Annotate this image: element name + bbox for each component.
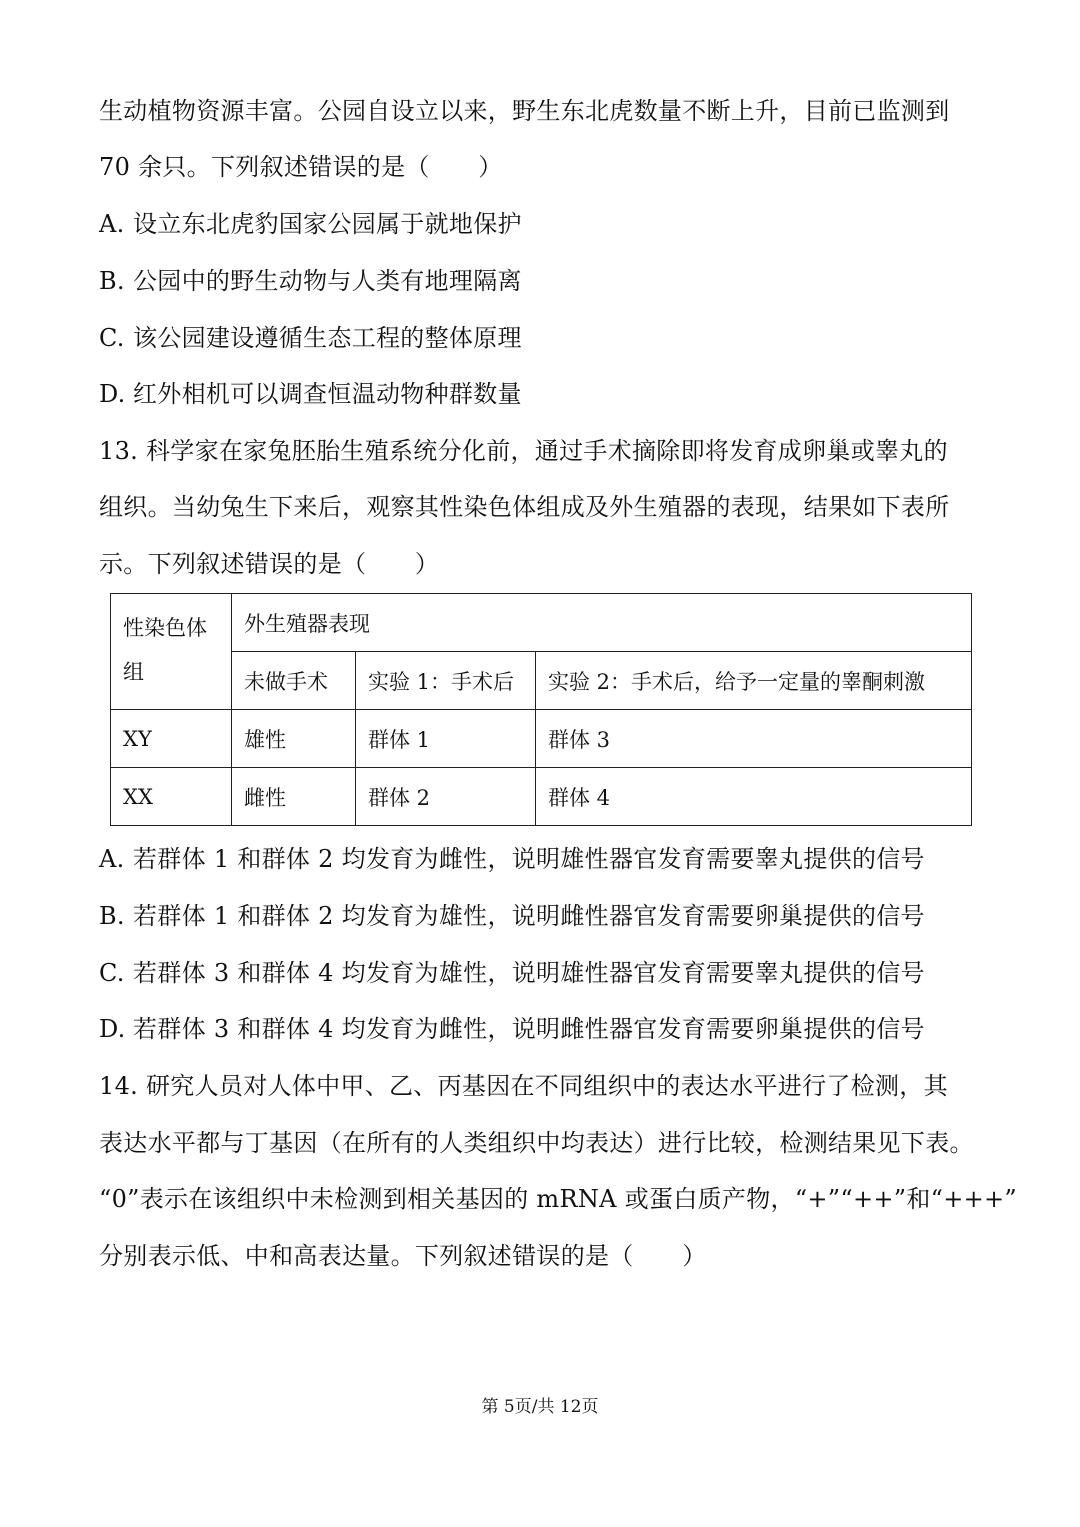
column-header: 实验 2：手术后，给予一定量的睾酮刺激 [536,652,972,710]
q12-line-1: 生动植物资源丰富。公园自设立以来，野生东北虎数量不断上升，目前已监测到 [99,97,950,125]
option-label: D. [99,1015,126,1043]
q13-option-d [99,1013,925,1045]
option-label: A. [99,210,125,238]
q13-line-1: 13. 科学家在家兔胚胎生殖系统分化前，通过手术摘除即将发育成卵巢或睾丸的 [99,437,948,465]
q13-option-a [99,843,925,875]
table-cell: 雄性 [232,710,356,768]
q13-line-3: 示。下列叙述错误的是（ ） [99,550,440,578]
q12-option-a [99,208,522,240]
column-header: 未做手术 [232,652,356,710]
q14-line-4: 分别表示低、中和高表达量。下列叙述错误的是（ ） [99,1242,707,1270]
table-header-row [111,594,972,652]
table-cell: XX [111,768,232,826]
table-row [111,710,972,768]
q13-table [110,593,972,826]
q14-line-3: “0”表示在该组织中未检测到相关基因的 mRNA 或蛋白质产物，“+”“++”和“+++” [99,1185,1017,1213]
page-number-footer: 第 5页/共 12页 [481,1397,599,1417]
option-label: C. [99,324,125,352]
q13-line-2: 组织。当幼兔生下来后，观察其性染色体组成及外生殖器的表现，结果如下表所 [99,493,950,521]
column-header: 实验 1：手术后 [356,652,536,710]
q12-option-d [99,378,522,410]
option-text: 若群体 3 和群体 4 均发育为雌性，说明雌性器官发育需要卵巢提供的信号 [133,1015,925,1043]
table-cell: 群体 2 [356,768,536,826]
q13-option-c [99,957,925,989]
option-text: 若群体 1 和群体 2 均发育为雄性，说明雌性器官发育需要卵巢提供的信号 [133,902,925,930]
option-text: 设立东北虎豹国家公园属于就地保护 [133,210,522,238]
table-cell: 群体 3 [536,710,972,768]
table-cell: 雌性 [232,768,356,826]
table-cell: 群体 1 [356,710,536,768]
q13-option-b [99,900,925,932]
option-label: D. [99,380,126,408]
table-row [111,768,972,826]
q12-option-b [99,265,522,297]
option-label: C. [99,959,125,987]
table-cell: 群体 4 [536,768,972,826]
option-label: A. [99,845,125,873]
q14-line-1: 14. 研究人员对人体中甲、乙、丙基因在不同组织中的表达水平进行了检测，其 [99,1072,948,1100]
option-text: 红外相机可以调查恒温动物种群数量 [133,380,522,408]
q14-line-2: 表达水平都与丁基因（在所有的人类组织中均表达）进行比较，检测结果见下表。 [99,1129,974,1157]
row-header-cell: 性染色体组 [111,594,232,710]
q12-line-2: 70 余只。下列叙述错误的是（ ） [99,153,503,181]
option-label: B. [99,902,125,930]
q12-option-c [99,322,522,354]
option-text: 若群体 1 和群体 2 均发育为雌性，说明雄性器官发育需要睾丸提供的信号 [133,845,925,873]
option-text: 该公园建设遵循生态工程的整体原理 [133,324,522,352]
group-header-cell: 外生殖器表现 [232,594,972,652]
option-text: 若群体 3 和群体 4 均发育为雄性，说明雄性器官发育需要睾丸提供的信号 [133,959,925,987]
option-text: 公园中的野生动物与人类有地理隔离 [133,267,522,295]
option-label: B. [99,267,125,295]
table-subheader-row [111,652,972,710]
table-cell: XY [111,710,232,768]
